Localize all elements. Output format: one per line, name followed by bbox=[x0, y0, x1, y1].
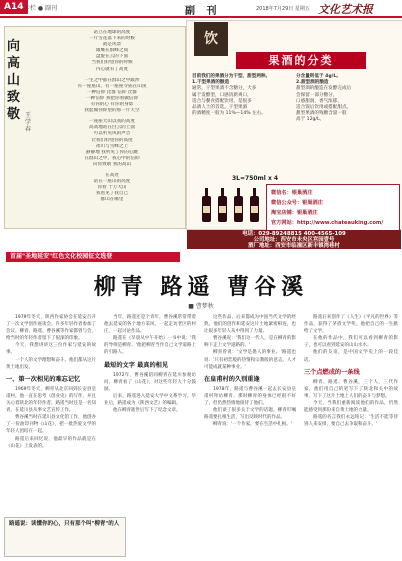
poem-author: 王学春 bbox=[25, 112, 32, 133]
poem-line: 我愿做你仰望的那一片天空 bbox=[84, 108, 140, 114]
ad-intro-line: 1.干型果酒的酿造 bbox=[192, 80, 230, 86]
poem-line: 一座座大山以我的高度 bbox=[89, 119, 135, 125]
poem-line: 有一座座山，有一座座寺庙在山顶 bbox=[77, 83, 147, 89]
poem-line: 一生之中都在群山之中跋涉 bbox=[84, 77, 140, 83]
ad-intro-line: 目前我们的果酒分为干型、甜型两种。 bbox=[192, 74, 271, 79]
poem-line: 当我们仰望你的时候 bbox=[91, 60, 133, 66]
poem-line: 让我们仰望你的高度 bbox=[91, 137, 133, 143]
article-paragraph: 他们谈了很多关于文学的话题。柳青叮嘱路遥要扎根生活，写出反映时代的作品。 bbox=[204, 408, 296, 421]
article-paragraph: 后来，路遥进入延安大学中文系学习。毕业后，路遥成为《陕西文艺》的编辑。 bbox=[104, 393, 196, 407]
article-paragraph: 1979年冬天，陕西作家协会在延安召开了一次文学创作座谈会。许多年轻作者参加了会议。柳青、路遥、曹谷溪等作家都曾与会，给当时的年轻作者留下了很深的印象。 bbox=[6, 315, 96, 342]
ad-phone: 电话：029-89248815 400-4565-109 bbox=[242, 231, 346, 237]
issue-date: 2018年7月29日 星期五 bbox=[256, 6, 310, 12]
article-subheading: 在皇甫村的久别重逢 bbox=[204, 375, 260, 383]
wechat-account: 微信公众号：银巢酒庄 bbox=[271, 200, 323, 206]
poem-line: 内心就有了高度 bbox=[95, 66, 129, 72]
ad-winery-address: 酒厂地址：西安市临潼区新丰镇湾巷村 bbox=[248, 243, 340, 249]
article-column-1 bbox=[6, 314, 96, 514]
ad-right-text bbox=[296, 74, 396, 124]
poem-line: 在群山之中，我心中的信仰 bbox=[84, 155, 140, 161]
poem-line: 你看 十万大山 bbox=[97, 185, 127, 191]
page-number: A14 bbox=[0, 0, 28, 14]
poem-line: 静静地 我听见了你的心跳 bbox=[86, 149, 138, 155]
pull-quote-text: 路遥说：读懂你的心，只有那个叫"柳青"的人 bbox=[9, 521, 120, 527]
article-paragraph: 今天，当我们重新阅读他们的作品，仍然能感受到那份来自黄土地的力量。 bbox=[304, 401, 398, 414]
article-paragraph: 路遥的名言我们永远铭记：'生活不能等待别人来安排，要自己去争取和奋斗。' bbox=[304, 415, 398, 428]
article-paragraph: 今天，我想讲讲这三位作家与延安的故事。 bbox=[6, 343, 96, 356]
poem-line: 一种信仰 我把你看做信仰 bbox=[86, 95, 138, 101]
poem-line: 一种信仰 比群 信仰 比群 bbox=[86, 89, 138, 95]
series-banner: 首届"圣地延安"红色文化校园征文选登 bbox=[6, 252, 180, 262]
taobao-store: 淘宝店铺：银巢酒庄 bbox=[271, 210, 318, 216]
article-paragraph: 这些作品，后来都成为中国当代文学的经典。他们的创作和延安这片土地紧密相连，也让很多年轻人从中得到了力量。 bbox=[204, 315, 296, 335]
ad-price: 3L=750ml x 4 bbox=[232, 175, 279, 182]
poem-title: 向高山致敬 bbox=[7, 39, 21, 122]
ad-title: 果酒的分类 bbox=[268, 54, 334, 67]
poem-line: 高高地站在白云的上面 bbox=[89, 125, 135, 131]
ad-intro-line: 适合与餐食搭配饮用，是很多 bbox=[192, 98, 252, 104]
ad-intro-line: 的酒精度一般为 11%—14% 左右。 bbox=[192, 111, 266, 117]
winery-logo: 饮 bbox=[194, 22, 228, 56]
poem-line: 雄鹰在群峰之间 bbox=[95, 48, 129, 54]
newspaper-brand: 文化艺术报 bbox=[318, 3, 373, 16]
section-label: 专栏 ● 副刊 bbox=[24, 5, 58, 12]
article-paragraph: 1969年冬天，柳青从北京回到长安县皇甫村。他一直在思考《创业史》的写作，并且关心着陕北的年轻作者。路遥当时还是一名知青，在延川县从事文艺宣传工作。 bbox=[6, 386, 96, 414]
ad-contact-box bbox=[266, 184, 400, 232]
article-paragraph: 柳青、路遥、曹谷溪，三个人，三代作家，他们用自己的笔写下了陕北和关中的故事，写下了这片土地上人们的奋斗与梦想。 bbox=[304, 379, 398, 399]
ad-right-line: 甜型酒的酿造在发酵完成后 bbox=[296, 86, 352, 92]
article-paragraph: 1972年，曹谷溪陪同柳青在延川参观访问。柳青看了《山花》，对这些年轻人十分鼓励。 bbox=[104, 372, 196, 392]
article-paragraph: 1978年，路遥与曹谷溪一起去长安县皇甫村拜访柳青。那时柳青的身体已经很不好了，但仍然热情地接待了他们。 bbox=[204, 386, 296, 407]
article-subheading: 最短的文字 最真的相见 bbox=[104, 361, 169, 369]
ad-intro-text bbox=[192, 74, 288, 117]
article-headline: 柳青 路遥 曹谷溪 bbox=[93, 274, 309, 300]
article-paragraph: 路遥后来回忆说，他最早的作品就是在《山花》上发表的。 bbox=[6, 436, 96, 449]
poem-line: 向你致敬 我的高山 bbox=[92, 161, 132, 167]
poem-line: 冰川与雪峰之上 bbox=[95, 143, 129, 149]
ad-intro-line: 品酒人士的首选。干型果酒 bbox=[192, 105, 248, 111]
poem-line: 在高处 bbox=[105, 172, 119, 178]
article-column-4 bbox=[304, 314, 398, 558]
poem-line: 一片雪花落下来的时候 bbox=[89, 36, 135, 42]
poem-line: 盘旋在云的下面 bbox=[95, 54, 129, 60]
article-paragraph: 路遥后来创作了《人生》《平凡的世界》等作品，获得了茅盾文学奖。他把自己的一生献给了文学。 bbox=[304, 315, 398, 335]
poem-line: 就是风景 bbox=[102, 42, 122, 48]
ad-intro-line: 通常，干型果酒不含糖分，大多 bbox=[192, 86, 257, 92]
article-paragraph: 一个人的文学理想和奋斗。他们都从这片黄土地出发。 bbox=[6, 357, 96, 370]
column-title: 副 刊 bbox=[185, 6, 221, 17]
poem-line: 群山在哪里 bbox=[100, 197, 124, 203]
article-subheading: 三个点燃成的一条线 bbox=[304, 368, 360, 376]
wechat-name: 微信名：银巢酒庄 bbox=[271, 190, 313, 196]
poem-body bbox=[44, 30, 180, 203]
ad-right-line: 高于 12g/L。 bbox=[296, 117, 325, 123]
page-header bbox=[0, 0, 402, 18]
ad-right-line: 口感甜润，香气浓郁， bbox=[296, 98, 342, 104]
poem-line: 有你的心 有你的身影 bbox=[90, 102, 134, 108]
poem-line: 站在一座山的高度 bbox=[93, 179, 131, 185]
pull-quote bbox=[4, 517, 126, 557]
ad-company-address: 公司地址：西安市未央区宫园壹号 bbox=[253, 237, 335, 243]
article-paragraph: 他们的友谊，是中国文学史上的一段佳话。 bbox=[304, 350, 398, 363]
ad-right-line: 2.甜型酒的酿造 bbox=[296, 80, 329, 86]
article-paragraph: 当年，路遥还是个青年，曹谷溪常常带着他去延安的各个地方采风，一起走访老区的村庄，一起讨论作品。 bbox=[104, 315, 196, 335]
article-subheading: 一、第一次相见的难忘记忆 bbox=[6, 375, 81, 383]
official-website[interactable]: 官方网站：http://www.chateauking.com/ bbox=[271, 220, 384, 226]
ad-right-line: 甜型果酒的残糖含量一般 bbox=[296, 111, 347, 117]
ad-right-line: 适合饭后饮用或搭配甜点。 bbox=[296, 105, 352, 111]
ad-right-line: 分含量则低于 4g/L。 bbox=[296, 74, 341, 79]
article-column-3 bbox=[204, 314, 296, 558]
poem-line: 我看见了我自己 bbox=[95, 191, 129, 197]
poem-line: 站立在地球的高度 bbox=[93, 30, 131, 35]
article-paragraph: 柳青说：'一个作家，要在生活中扎根。' bbox=[213, 422, 292, 428]
article-paragraph: 在他的作品中，我们可以看到柳青的影子，也可以看到延安的山山水水。 bbox=[304, 336, 398, 349]
article-paragraph: 他在柳青逝世后写下了纪念文章。 bbox=[113, 408, 181, 414]
ad-right-line: 会保留一部分糖分， bbox=[296, 92, 338, 98]
poem-line: 可以听见风的声音 bbox=[93, 131, 131, 137]
article-paragraph: 曹谷溪说：'我们这一代人，是在柳青的影响下走上文学道路的。' bbox=[204, 336, 296, 349]
article-paragraph: 路遥在《早晨从中午开始》一书中说：'我的导师是柳青。'他把柳青当作自己文学道路上的引路人。 bbox=[104, 336, 196, 356]
article-paragraph: 柳青曾说：'文学是愚人的事业。'路遥也说：'只有初恋般的热情和宗教般的意志，人才可能成就某种事业。' bbox=[204, 350, 296, 370]
article-paragraph: 曹谷溪当时在延川县文化馆工作，他创办了一份油印刊物《山花》，把一批热爱文学的年轻人团结在一起。 bbox=[6, 415, 96, 435]
article-byline: ■ 曹梦秋 bbox=[188, 303, 214, 310]
ad-contact-bar bbox=[187, 230, 401, 249]
ad-intro-line: 属于发酵型，口感清新爽口， bbox=[192, 92, 252, 98]
